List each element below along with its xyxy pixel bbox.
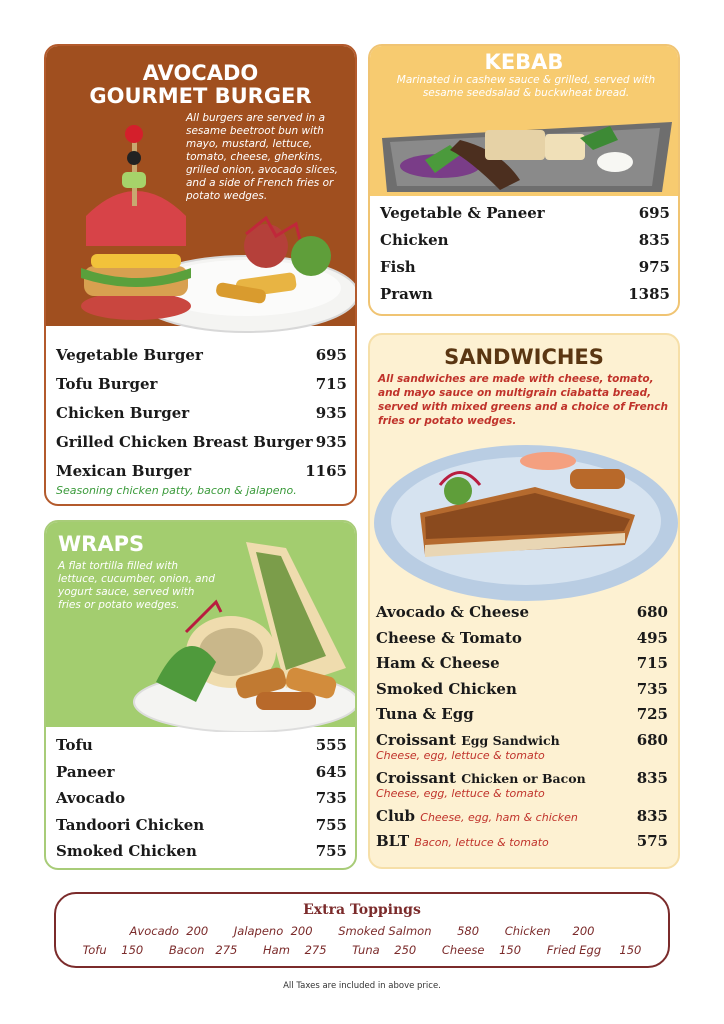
- kebab-header: [370, 46, 678, 196]
- item-price: 695: [315, 346, 347, 364]
- item-price: 735: [636, 679, 668, 698]
- wraps-photo: [46, 532, 357, 732]
- item-name: Tofu: [56, 736, 93, 754]
- menu-item[interactable]: [56, 842, 347, 869]
- topping-item[interactable]: [83, 943, 144, 957]
- item-name: Avocado: [56, 789, 126, 807]
- item-name: Paneer: [56, 762, 115, 781]
- topping-item[interactable]: [505, 924, 595, 938]
- topping-item[interactable]: [547, 943, 642, 957]
- menu-item[interactable]: [376, 680, 668, 706]
- toppings-row-1: [56, 924, 668, 938]
- item-name: Tofu Burger: [56, 375, 158, 393]
- item-price: 755: [315, 815, 347, 834]
- topping-item[interactable]: [352, 943, 416, 957]
- topping-price: 200: [572, 924, 595, 938]
- toppings-row-2: [56, 943, 668, 957]
- topping-item[interactable]: [442, 943, 521, 957]
- topping-name: Bacon: [168, 943, 205, 957]
- item-name: Avocado & Cheese: [376, 603, 530, 621]
- menu-item[interactable]: [380, 231, 670, 258]
- wraps-list: [46, 736, 355, 869]
- kebab-description: Marinated in cashew sauce & grilled, served with sesame seedsalad & buckwheat bread.: [396, 74, 656, 99]
- mexican-burger-note: Seasoning chicken patty, bacon & jalapeno.: [56, 484, 297, 497]
- item-name: Prawn: [380, 285, 433, 303]
- topping-name: Tofu: [82, 943, 107, 957]
- item-price: 1385: [628, 285, 670, 303]
- topping-name: Chicken: [504, 924, 551, 938]
- burger-title-line1: AVOCADO: [142, 61, 259, 85]
- item-name: BLT: [376, 832, 410, 850]
- item-name: Smoked Chicken: [56, 842, 197, 860]
- item-name: Ham & Cheese: [376, 654, 500, 672]
- menu-item[interactable]: [56, 736, 347, 763]
- item-price: 645: [315, 762, 347, 781]
- menu-item[interactable]: [56, 789, 347, 816]
- menu-item[interactable]: [56, 763, 347, 790]
- wraps-description: A flat tortilla filled with lettuce, cucumber, onion, and yogurt sauce, served with fries or potato wedges.: [58, 560, 215, 611]
- menu-item[interactable]: [56, 346, 347, 375]
- topping-item[interactable]: [263, 943, 326, 957]
- topping-price: 580: [457, 924, 480, 938]
- item-price: 835: [636, 768, 668, 787]
- menu-item[interactable]: [56, 816, 347, 843]
- item-price: 495: [636, 628, 668, 647]
- wraps-title: WRAPS: [58, 532, 145, 556]
- menu-item[interactable]: [56, 375, 347, 404]
- item-note: Cheese, egg, lettuce & tomato: [376, 786, 545, 800]
- topping-name: Smoked Salmon: [338, 924, 432, 938]
- menu-item[interactable]: [56, 404, 347, 433]
- kebab-photo: [370, 100, 680, 196]
- extra-toppings: [54, 892, 670, 968]
- menu-item[interactable]: [56, 462, 347, 484]
- item-price: 555: [315, 736, 347, 754]
- topping-price: 200: [186, 924, 209, 938]
- item-price: 680: [636, 730, 668, 749]
- item-name: Vegetable Burger: [56, 346, 203, 364]
- topping-name: Fried Egg: [546, 943, 602, 957]
- topping-name: Avocado: [129, 924, 179, 938]
- topping-price: 150: [121, 943, 144, 957]
- item-price: 735: [315, 789, 347, 807]
- item-price: 835: [636, 806, 668, 825]
- menu-item-croissant-egg[interactable]: [376, 731, 668, 769]
- item-name: Chicken: [380, 231, 449, 249]
- item-price: 935: [315, 433, 347, 451]
- item-name: Chicken Burger: [56, 404, 190, 422]
- item-note: Cheese, egg, ham & chicken: [420, 810, 578, 824]
- item-price: 715: [315, 375, 347, 393]
- menu-item[interactable]: [56, 433, 347, 462]
- item-name: Croissant: [376, 768, 456, 787]
- toppings-title: Extra Toppings: [303, 902, 421, 918]
- item-price: 715: [636, 654, 668, 672]
- kebab-section: [368, 44, 680, 316]
- item-name: Club: [376, 806, 416, 825]
- wraps-section: [44, 520, 357, 870]
- topping-price: 275: [304, 943, 327, 957]
- sandwiches-section: [368, 333, 680, 869]
- topping-price: 250: [394, 943, 417, 957]
- topping-item[interactable]: [130, 924, 209, 938]
- menu-item[interactable]: [376, 603, 668, 629]
- menu-item[interactable]: [376, 705, 668, 731]
- item-price: 935: [315, 404, 347, 422]
- item-price: 1165: [305, 462, 347, 480]
- topping-name: Tuna: [352, 943, 380, 957]
- topping-name: Cheese: [441, 943, 485, 957]
- menu-item-croissant-chicken[interactable]: [376, 769, 668, 807]
- menu-item[interactable]: [380, 258, 670, 285]
- item-name: Mexican Burger: [56, 462, 192, 480]
- sandwiches-title: SANDWICHES: [444, 345, 604, 369]
- wraps-header: [46, 522, 355, 727]
- item-price: 975: [638, 258, 670, 276]
- item-name: Tuna & Egg: [376, 705, 474, 723]
- sandwiches-description: All sandwiches are made with cheese, tomato, and mayo sauce on multigrain ciabatta bread, served with mixed greens and a choice of French fries or potato wedges.: [378, 373, 668, 427]
- tax-footer: All Taxes are included in above price.: [283, 981, 441, 991]
- item-price: 725: [636, 705, 668, 723]
- menu-item[interactable]: [376, 654, 668, 680]
- item-name: Vegetable & Paneer: [380, 204, 545, 222]
- kebab-list: [370, 204, 678, 312]
- item-note: Cheese, egg, lettuce & tomato: [376, 748, 545, 762]
- item-suffix: Chicken or Bacon: [461, 770, 586, 786]
- item-name: Fish: [380, 258, 416, 276]
- topping-name: Ham: [263, 943, 290, 957]
- topping-item[interactable]: [169, 943, 238, 957]
- item-name: Tandoori Chicken: [56, 815, 205, 834]
- topping-price: 150: [619, 943, 642, 957]
- burger-title-line2: GOURMET BURGER: [89, 84, 312, 108]
- topping-item[interactable]: [234, 924, 313, 938]
- item-price: 575: [636, 832, 668, 850]
- item-name: Grilled Chicken Breast Burger: [56, 433, 313, 451]
- menu-item-blt[interactable]: [376, 832, 668, 858]
- item-price: 835: [638, 231, 670, 249]
- menu-item[interactable]: [376, 629, 668, 655]
- burger-list: [46, 346, 355, 497]
- menu-item-club[interactable]: [376, 807, 668, 833]
- menu-item[interactable]: [380, 204, 670, 231]
- item-suffix: Egg Sandwich: [461, 732, 560, 748]
- kebab-title: KEBAB: [484, 50, 564, 74]
- burger-header: [46, 46, 355, 326]
- burger-title: [46, 62, 355, 108]
- topping-price: 275: [215, 943, 238, 957]
- topping-price: 200: [290, 924, 313, 938]
- item-name: Smoked Chicken: [376, 679, 517, 698]
- sandwich-photo: [370, 435, 680, 605]
- item-name: Croissant: [376, 730, 456, 749]
- burger-section: [44, 44, 357, 506]
- topping-name: Jalapeno: [233, 924, 284, 938]
- sandwiches-list: [370, 603, 678, 858]
- topping-price: 150: [499, 943, 522, 957]
- burger-description: All burgers are served in a sesame beetroot bun with mayo, mustard, lettuce, tomato, cheese, gherkins, grilled onion, avocado slices, and a side of French fries or potato wedges.: [186, 112, 338, 202]
- item-price: 680: [636, 603, 668, 621]
- item-name: Cheese & Tomato: [376, 628, 522, 647]
- burger-photo: [46, 116, 357, 336]
- menu-item[interactable]: [380, 285, 670, 312]
- item-price: 755: [315, 842, 347, 860]
- item-note: Bacon, lettuce & tomato: [414, 836, 549, 849]
- item-price: 695: [638, 204, 670, 222]
- topping-item[interactable]: [338, 924, 479, 938]
